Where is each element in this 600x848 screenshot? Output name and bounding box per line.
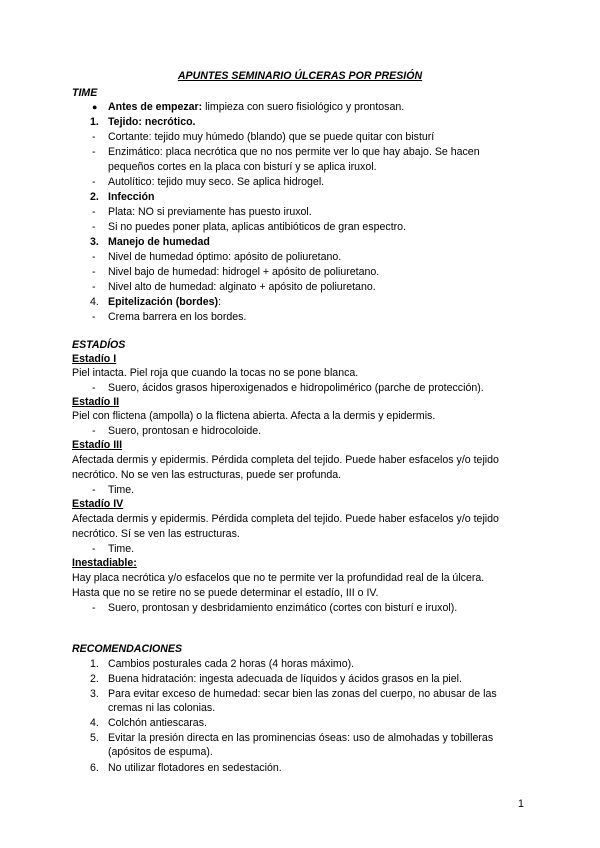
- rec-line: cremas ni las colonias.: [108, 702, 216, 714]
- sub-item-line: Nivel alto de humedad: alginato + apósito de poliuretano.: [108, 281, 376, 293]
- time-item-title: Tejido: necrótico.: [108, 116, 196, 128]
- stage-treatment: Suero, ácidos grasos hiperoxigenados e hidropolimérico (parche de protección).: [108, 382, 484, 394]
- antes-text: limpieza con suero fisiológico y prontosan.: [205, 101, 405, 113]
- stage-description: Piel con flictena (ampolla) o la flictena abierta. Afecta a la dermis y epidermis.: [72, 410, 436, 422]
- stage-description: necrótico. Sí se ven las estructuras.: [72, 528, 240, 540]
- dash-marker: -: [92, 131, 96, 143]
- stage-treatment: Time.: [108, 484, 135, 496]
- dash-marker: -: [92, 425, 96, 437]
- time-item-title: Epitelización (bordes): [108, 296, 219, 308]
- sub-item-line: Si no puedes poner plata, aplicas antibióticos de gran espectro.: [108, 221, 406, 233]
- rec-number: 3.: [90, 688, 99, 700]
- sub-item-line: Enzimático: placa necrótica que no nos permite ver lo que hay abajo. Se hacen: [108, 146, 480, 158]
- stage-description: Afectada dermis y epidermis. Pérdida completa del tejido. Puede haber esfacelos y/o tejido: [72, 513, 499, 525]
- bullet-icon: ●: [92, 102, 98, 112]
- document-title: APUNTES SEMINARIO ÚLCERAS POR PRESIÓN: [177, 70, 423, 82]
- time-item-number: 3.: [90, 236, 99, 248]
- stage-description: Afectada dermis y epidermis. Pérdida completa del tejido. Puede haber esfacelos y/o tejido: [72, 454, 499, 466]
- dash-marker: -: [92, 176, 96, 188]
- section-heading-time: TIME: [72, 87, 98, 99]
- stage-name: Estadío I: [72, 353, 117, 365]
- antes-label: Antes de empezar:: [108, 101, 203, 113]
- dash-marker: -: [92, 266, 96, 278]
- time-item-title: Infección: [108, 191, 155, 203]
- antes-de-empezar: [108, 101, 404, 114]
- time-item-number: 2.: [90, 191, 99, 203]
- rec-line: Para evitar exceso de humedad: secar bien las zonas del cuerpo, no abusar de las: [108, 688, 497, 700]
- sub-item-line: pequeños cortes en la placa con bisturí y se aplica iruxol.: [108, 161, 377, 173]
- dash-marker: -: [92, 281, 96, 293]
- rec-line: No utilizar flotadores en sedestación.: [108, 762, 282, 774]
- rec-line: Evitar la presión directa en las prominencias óseas: uso de almohadas y tobilleras: [108, 732, 494, 744]
- sub-item-line: Nivel de humedad óptimo: apósito de poliuretano.: [108, 251, 342, 263]
- section-heading-recomendaciones: RECOMENDACIONES: [72, 643, 183, 655]
- sub-item-line: Cortante: tejido muy húmedo (blando) que se puede quitar con bisturí: [108, 131, 435, 143]
- time-item-title-suffix: :: [218, 296, 222, 308]
- stage-description: necrótico. No se ven las estructuras, puede ser profunda.: [72, 469, 342, 481]
- dash-marker: -: [92, 221, 96, 233]
- stage-name: Estadío III: [72, 439, 123, 451]
- sub-item-line: Nivel bajo de humedad: hidrogel + apósito de poliuretano.: [108, 266, 380, 278]
- dash-marker: -: [92, 484, 96, 496]
- rec-line: (apósitos de espuma).: [108, 746, 213, 758]
- stage-description: Piel intacta. Piel roja que cuando la tocas no se pone blanca.: [72, 367, 359, 379]
- time-item-number: 1.: [90, 116, 99, 128]
- rec-line: Buena hidratación: ingesta adecuada de líquidos y ácidos grasos en la piel.: [108, 673, 462, 685]
- rec-line: Cambios posturales cada 2 horas (4 horas máximo).: [108, 658, 355, 670]
- sub-item-line: Plata: NO si previamente has puesto iruxol.: [108, 206, 312, 218]
- dash-marker: -: [92, 311, 96, 323]
- sub-item-line: Crema barrera en los bordes.: [108, 311, 247, 323]
- rec-number: 4.: [90, 717, 99, 729]
- stage-treatment: Suero, prontosan y desbridamiento enzimático (cortes con bisturí e iruxol).: [108, 602, 458, 614]
- dash-marker: -: [92, 602, 96, 614]
- stage-name: Estadío II: [72, 396, 120, 408]
- time-item-title: Manejo de humedad: [108, 236, 210, 248]
- time-item-number: 4.: [90, 296, 99, 308]
- rec-number: 5.: [90, 732, 99, 744]
- dash-marker: -: [92, 382, 96, 394]
- rec-number: 2.: [90, 673, 99, 685]
- section-heading-estadios: ESTADÍOS: [72, 339, 126, 351]
- rec-number: 6.: [90, 762, 99, 774]
- time-item-title-wrap: [108, 296, 221, 309]
- stage-name: Estadío IV: [72, 498, 124, 510]
- dash-marker: -: [92, 543, 96, 555]
- rec-number: 1.: [90, 658, 99, 670]
- rec-line: Colchón antiescaras.: [108, 717, 207, 729]
- stage-name: Inestadiable:: [72, 557, 137, 569]
- stage-description: Hay placa necrótica y/o esfacelos que no te permite ver la profundidad real de la úlcera.: [72, 572, 485, 584]
- stage-description: Hasta que no se retire no se puede determinar el estadío, III o IV.: [72, 587, 379, 599]
- stage-treatment: Suero, prontosan e hidrocoloide.: [108, 425, 262, 437]
- page-number: 1: [518, 798, 524, 810]
- stage-treatment: Time.: [108, 543, 135, 555]
- sub-item-line: Autolítico: tejido muy seco. Se aplica hidrogel.: [108, 176, 325, 188]
- dash-marker: -: [92, 206, 96, 218]
- dash-marker: -: [92, 146, 96, 158]
- dash-marker: -: [92, 251, 96, 263]
